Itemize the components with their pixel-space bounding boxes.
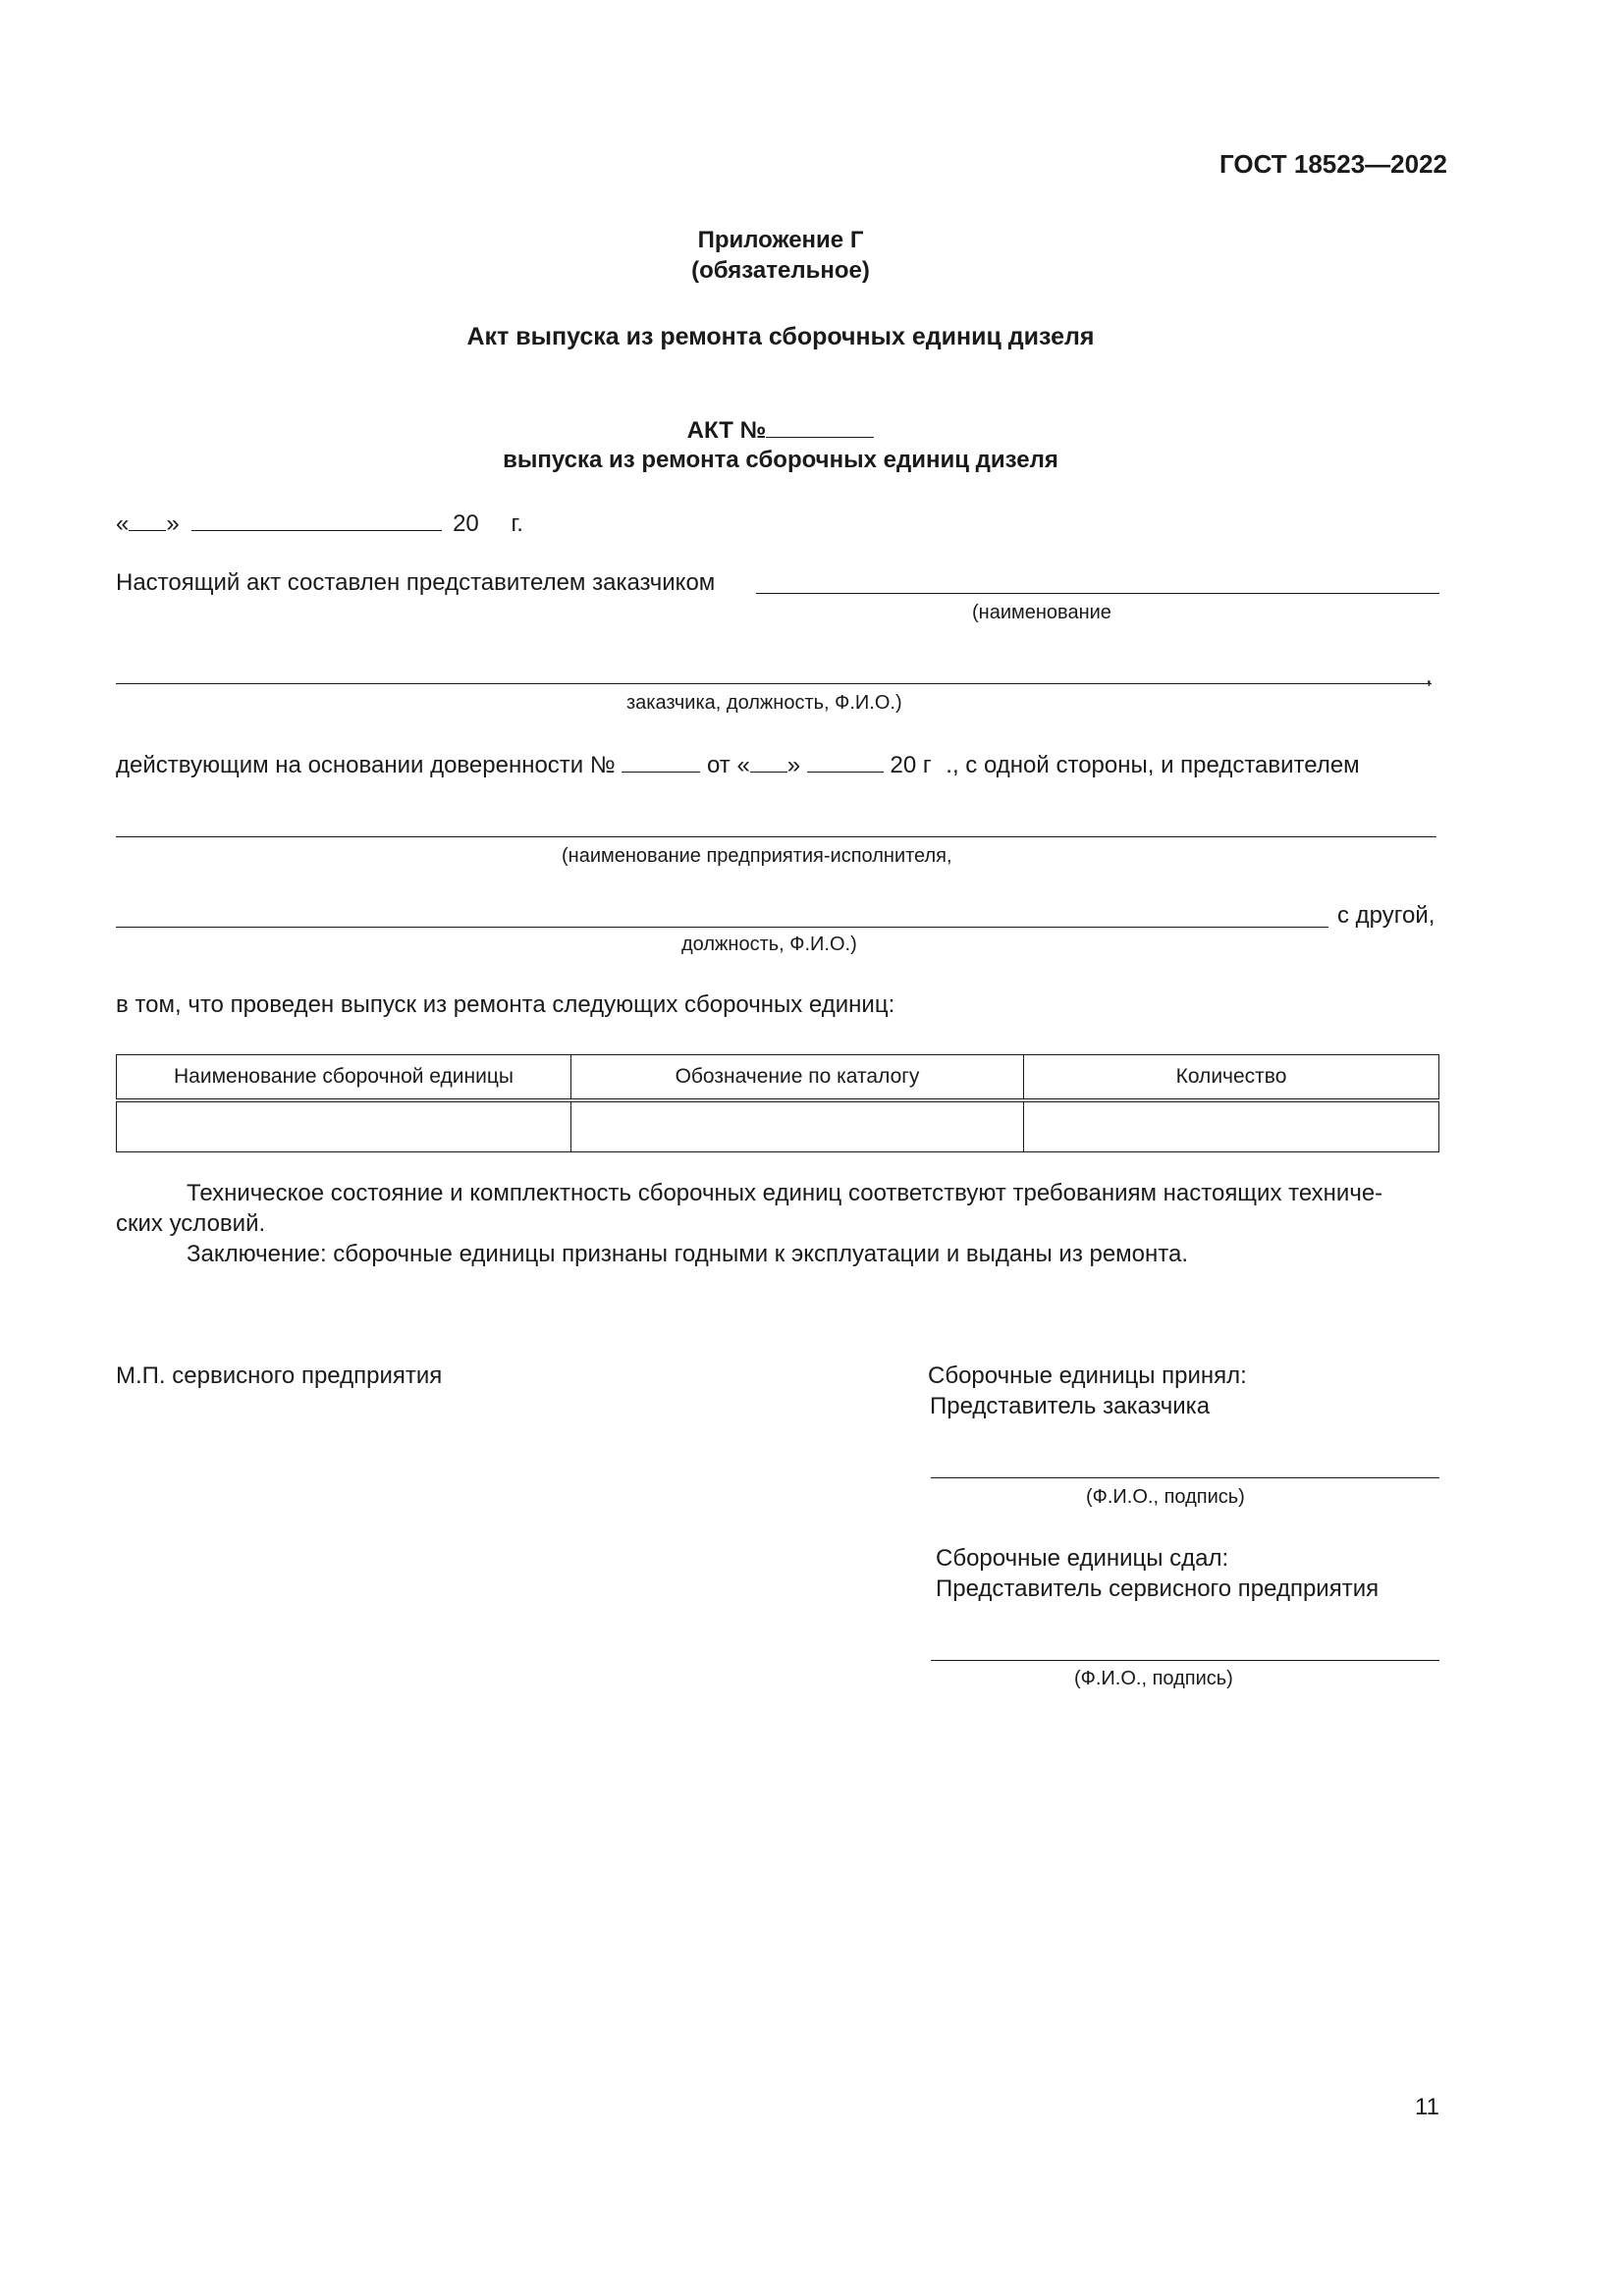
accepted-label: Сборочные единицы принял: — [928, 1362, 1247, 1389]
day-blank — [129, 508, 166, 531]
caption-customer: заказчика, должность, Ф.И.О.) — [626, 692, 902, 714]
month-blank — [191, 508, 442, 531]
date-line — [116, 508, 523, 539]
accepted-role: Представитель заказчика — [930, 1393, 1211, 1419]
conclusion-para2: Заключение: сборочные единицы признаны годными к эксплуатации и выданы из ремонта. — [187, 1241, 1189, 1267]
conclusion-para1-line2: ских условий. — [116, 1210, 266, 1237]
page-number: 11 — [1415, 2094, 1439, 2120]
annex-status: (обязательное) — [691, 257, 870, 284]
accepted-caption: (Ф.И.О., подпись) — [1086, 1486, 1245, 1508]
cell-unit-name[interactable] — [117, 1100, 571, 1152]
act-number-label: АКТ № — [686, 417, 767, 444]
proxy-year: 20 г — [890, 752, 932, 778]
act-subtitle: выпуска из ремонта сборочных единиц дизеля — [503, 447, 1058, 473]
handed-label: Сборочные единицы сдал: — [936, 1545, 1229, 1572]
year-suffix: г. — [511, 510, 523, 537]
cell-catalog-designation[interactable] — [571, 1100, 1024, 1152]
table-intro: в том, что проведен выпуск из ремонта следующих сборочных единиц: — [116, 991, 895, 1018]
caption-contractor: (наименование предприятия-исполнителя, — [562, 845, 952, 867]
header-unit-name: Наименование сборочной единицы — [117, 1055, 571, 1101]
body-line3 — [116, 750, 1360, 780]
contractor-name-line — [116, 836, 1436, 837]
customer-details-line — [116, 683, 1432, 684]
document-code: ГОСТ 18523—2022 — [1219, 149, 1447, 179]
handed-caption: (Ф.И.О., подпись) — [1074, 1668, 1233, 1689]
other-side-text: с другой, — [1337, 902, 1435, 929]
date-open-quote: « — [116, 510, 130, 537]
proxy-number-blank — [622, 750, 700, 773]
act-number — [0, 415, 1561, 446]
handed-role: Представитель сервисного предприятия — [936, 1575, 1380, 1602]
annex-heading: Акт выпуска из ремонта сборочных единиц дизеля — [466, 323, 1095, 350]
accepted-signature-line — [931, 1477, 1439, 1478]
proxy-month-blank — [807, 750, 884, 773]
body-line1: Настоящий акт составлен представителем заказчиком — [116, 569, 716, 596]
comma: , — [1426, 663, 1433, 689]
table-row — [117, 1100, 1439, 1152]
caption-position: должность, Ф.И.О.) — [681, 934, 857, 955]
year-prefix: 20 — [453, 510, 479, 537]
one-side-text: ., с одной стороны, и представителем — [946, 752, 1360, 778]
customer-name-line — [756, 593, 1439, 594]
proxy-day-blank — [750, 750, 787, 773]
annex-title: Приложение Г — [697, 227, 864, 253]
caption-name: (наименование — [972, 602, 1111, 623]
contractor-details-line — [116, 927, 1328, 928]
stamp-label: М.П. сервисного предприятия — [116, 1362, 443, 1389]
act-number-blank — [766, 415, 874, 438]
handed-signature-line — [931, 1660, 1439, 1661]
header-quantity: Количество — [1024, 1055, 1439, 1101]
assembly-units-table — [116, 1054, 1439, 1152]
proxy-label: действующим на основании доверенности № — [116, 752, 616, 778]
conclusion-para1-line1: Техническое состояние и комплектность сборочных единиц соответствуют требованиям настоящих техниче- — [187, 1180, 1383, 1206]
from-close-quote: » — [786, 752, 801, 778]
cell-quantity[interactable] — [1024, 1100, 1439, 1152]
header-catalog-designation: Обозначение по каталогу — [571, 1055, 1024, 1101]
from-label: от « — [706, 752, 750, 778]
date-close-quote: » — [166, 510, 180, 537]
table-header-row — [117, 1055, 1439, 1101]
